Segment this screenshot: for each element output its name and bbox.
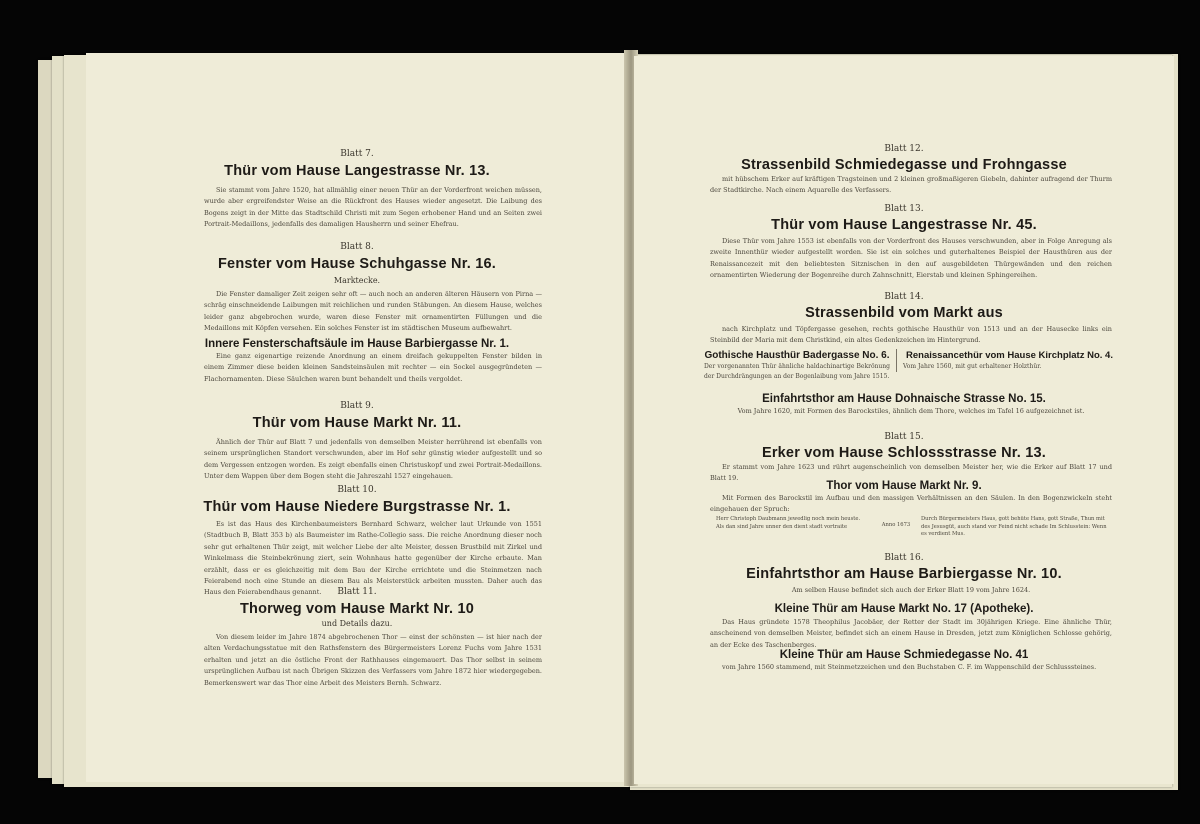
blatt-16-subtitle-2: Kleine Thür am Hause Schmiedegasse No. 41 <box>779 649 1029 661</box>
blatt-13-text: Diese Thür vom Jahre 1553 ist ebenfalls von der Vorderfront des Hauses verschwunden, aber in Folge Anregung als zweite Innenthür wieder aufgestellt worden. Sie ist ein solches und guterhaltenes Beispiel der Hausthüren aus der Renaissancezeit mit den beliebtesten Sitznischen in den auf ausgebildeten Thürgewänden und den reichen ornamentirten Wiederung der Bogenreihe durch Zahnschnitt, Eierstab und kleinen Sphingereihen. <box>710 237 1112 280</box>
renaissance-door-title: Renaissancethür vom Hause Kirchplatz No. 4. <box>906 350 1113 361</box>
blatt-16-subtitle: Kleine Thür am Hause Markt No. 17 (Apotheke). <box>774 603 1034 615</box>
blatt-13-title: Thür vom Hause Langestrasse Nr. 45. <box>771 217 1037 233</box>
blatt-15-subtext: Mit Formen des Barockstil im Aufbau und den massigen Verhältnissen an den Säulen. In den Bogenzwickeln steht eingehauen der Spruch: <box>710 494 1112 514</box>
blatt-14-two-columns <box>704 349 1116 389</box>
blatt-16-label: Blatt 16. <box>884 553 924 563</box>
blatt-16-title: Einfahrtsthor am Hause Barbiergasse Nr. 10. <box>746 566 1062 582</box>
renaissance-door-text: Vom Jahre 1560, mit gut erhaltener Holzthür. <box>903 363 1042 370</box>
blatt-14-label: Blatt 14. <box>884 292 924 302</box>
blatt-8-text-2: Eine ganz eigenartige reizende Anordnung an einem dreifach gekuppelten Fenster bilden in einem Zimmer diese beiden kleinen Sandsteinsäulen mit rechter — ein Sockel ausgegründeten — Flachornamenten. Diese Säulchen waren bunt behandelt und theils vergoldet. <box>204 352 542 383</box>
blatt-16-subtext-2: vom Jahre 1560 stammend, mit Steinmetzzeichen und den Buchstaben C. F. im Wappenschild der Schlusssteines. <box>722 663 1097 671</box>
blatt-16-text: Am selben Hause befindet sich auch der Erker Blatt 19 vom Jahre 1624. <box>791 586 1031 594</box>
blatt-15-subtitle: Thor vom Hause Markt Nr. 9. <box>826 480 982 492</box>
blatt-11-label: Blatt 11. <box>337 587 377 597</box>
blatt-15-title: Erker vom Hause Schlossstrasse Nr. 13. <box>761 445 1047 461</box>
inscription-left: Herr Christoph Daubmann jewedlig noch mein heuste. Als dan sind Jahre unner den dient stadt vortraite <box>716 516 861 530</box>
blatt-9-title: Thür vom Hause Markt Nr. 11. <box>252 415 462 431</box>
blatt-12-label: Blatt 12. <box>884 144 924 154</box>
blatt-15-label: Blatt 15. <box>884 432 924 442</box>
renaissance-door-column <box>896 349 1116 372</box>
blatt-12-text: mit hübschem Erker auf kräftigen Tragsteinen und 2 kleinen großmaßigeren Giebeln, dahinter aufragend der Thurm der Stadtkirche. Nach einem Aquarelle des Verfassers. <box>710 175 1112 195</box>
blatt-10-title: Thür vom Hause Niedere Burgstrasse Nr. 1. <box>203 499 511 515</box>
blatt-8-note: Marktecke. <box>333 276 381 285</box>
blatt-10-label: Blatt 10. <box>337 485 377 495</box>
blatt-14-subtitle: Einfahrtsthor am Hause Dohnaische Strasse No. 15. <box>762 393 1046 405</box>
inscription-block <box>716 516 1110 540</box>
blatt-14-subtext: Vom Jahre 1620, mit Formen des Barockstiles, ähnlich dem Thore, welches im Tafel 16 aufgezeichnet ist. <box>737 407 1085 415</box>
blatt-9-label: Blatt 9. <box>340 401 374 411</box>
blatt-8-text: Die Fenster damaliger Zeit zeigen sehr oft — auch noch an anderen älteren Häusern von Pirna — schräg einschneidende Laibungen mit reichlichen und runden Stäbungen. An diesem Hause, welches leider ganz abgebrochen wurde, waren diese Fenster mit ornamentirten Füllungen und die Medaillons mit Köpfen versehen. Ein solches Fenster ist im städtischen Museum aufbewahrt. <box>204 290 542 333</box>
left-page <box>86 53 628 782</box>
blatt-16-subtext: Das Haus gründete 1578 Theophilus Jacobäer, der Retter der Stadt im 30jährigen Kriege. Eine ähnliche Thür, anscheinend von demselben Meister, befindet sich an einem Hause in Dresden, jetzt zum Königlichen Schlosse gehörig, an der Ecke des Taschenberges. <box>710 618 1112 649</box>
blatt-14-text: nach Kirchplatz und Töpfergasse gesehen, rechts gothische Hausthür von 1513 und an der Hausecke links ein Steinbild der Maria mit dem Christkind, ein altes Gedenkzeichen im Hintergrund. <box>710 325 1112 345</box>
blatt-14-title: Strassenbild vom Markt aus <box>805 305 1003 321</box>
blatt-8-subtitle: Innere Fensterschaftsäule im Hause Barbiergasse Nr. 1. <box>204 338 510 350</box>
gothic-door-column <box>704 349 890 381</box>
gothic-door-title: Gothische Hausthür Badergasse No. 6. <box>704 350 890 361</box>
right-page <box>634 56 1174 784</box>
blatt-8-label: Blatt 8. <box>340 242 374 252</box>
blatt-12-title: Strassenbild Schmiedegasse und Frohngasse <box>741 157 1067 173</box>
blatt-15-text: Er stammt vom Jahre 1623 und rührt augenscheinlich von demselben Meister her, wie die Erker auf Blatt 17 und Blatt 19. <box>710 463 1112 483</box>
gothic-door-text: Der vorgenannten Thür ähnliche haldachinartige Bekrönung der Durchdrängungen an der Bogenlaibung vom Jahre 1515. <box>704 363 890 380</box>
blatt-8-title: Fenster vom Hause Schuhgasse Nr. 16. <box>218 256 496 272</box>
blatt-7-title: Thür vom Hause Langestrasse Nr. 13. <box>224 163 490 179</box>
blatt-13-label: Blatt 13. <box>884 204 924 214</box>
blatt-10-text: Es ist das Haus des Kirchenbaumeisters Bernhard Schwarz, welcher laut Urkunde von 1551 (Stadtbuch B, Blatt 353 b) als Baumeister im Rathe-Collegio sass. Die reiche Anordnung dieser noch sehr gut erhaltenen Thür zeigt, mit welcher Liebe der alte Meister, dessen Brustbild mit Zirkel und Winkelmass die Steinbekrönung ziert, sein Wohnhaus hatte gegenüber der Kirche erbaute. Man erzählt, dass er es gleichzeitig mit dem Bau der Kirche errichtete und die Steinmetzen nach Feierabend noch eine Stunde an diesem Bau als Meisterstück arbeiten mussten. Daher auch das Haus den Feierabendhaus genannt. <box>204 520 542 597</box>
blatt-9-text: Ähnlich der Thür auf Blatt 7 und jedenfalls von demselben Meister herrührend ist ebenfalls von seinem ursprünglichen Standort verschwunden, aber im Hof sehr günstig wieder aufgestellt und so dem Vergessen entzogen worden. Es zeigt ebenfalls einen Christuskopf und zwei Portrait-Medaillons. Unter dem Wappen über dem Bogen steht die Jahreszahl 1527 eingehauen. <box>204 438 542 481</box>
blatt-7-text: Sie stammt vom Jahre 1520, hat allmählig einer neuen Thür an der Vorderfront weichen müssen, wurde aber ergreifendster Weise an die Rückfront des Hauses wieder angesetzt. Die Laibung des Bogens zeigt in der Mitte das Stadtschild Christi mit zum Segen erhobener Hand und an Seiten zwei Portrait-Medaillons, jedenfalls des damaligen Hausherrn und seiner Ehefrau. <box>204 186 542 229</box>
blatt-7-label: Blatt 7. <box>340 149 374 159</box>
inscription-year: Anno 1673 <box>881 522 911 528</box>
inscription-right: Durch Bürgermeisters Haus, gott behüte Hans, gott Straße, Thun mit des Jesusgüt, auch stand vor Feind nicht schade Im Schlusstein: Wenn es verdient Mus. <box>921 516 1107 538</box>
blatt-11-note: und Details dazu. <box>321 619 393 628</box>
blatt-11-text: Von diesem leider im Jahre 1874 abgebrochenen Thor — einst der schönsten — ist hier nach der alten Verdachungsstatue mit den Rathsfenstern des Bürgermeisters Lorenz Fuchs vom Jahre 1531 erhalten und jetzt an die östliche Front der Rathhauses eingemauert. Das Thor selbst in seinem ursprünglichen Aufbau ist nach Übrigen Skizzen des Verfassers vom Jahre 1872 hier wiedergegeben. Bemerkenswert war das Thor eine Arbeit des Meisters Bernh. Schwarz. <box>204 633 542 687</box>
blatt-11-title: Thorweg vom Hause Markt Nr. 10 <box>239 601 475 617</box>
